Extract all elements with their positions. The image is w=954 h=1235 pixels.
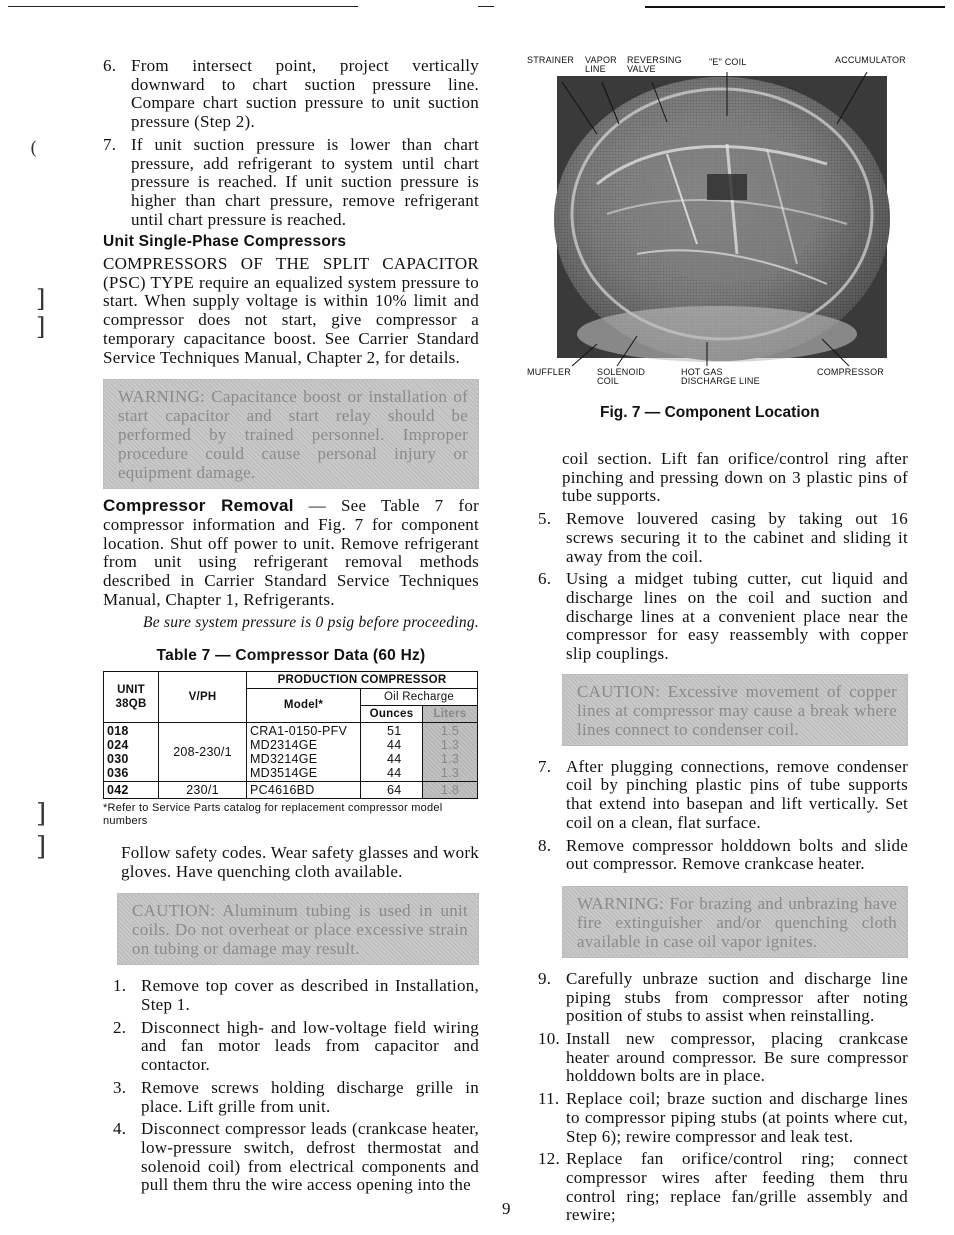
column-header-vph: V/PH bbox=[159, 671, 247, 722]
removal-heading: Compressor Removal bbox=[103, 496, 294, 516]
step-number: 9. bbox=[538, 968, 552, 988]
warning-box: WARNING: Capacitance boost or installation of start capacitor and start relay should be performed by trained personnel. Improper procedure could cause personal injury or equipment damage. bbox=[103, 379, 479, 489]
step-text: Remove louvered casing by taking out 16 screws securing it to the cabinet and sliding it away from the coil. bbox=[566, 509, 908, 566]
liters-value: 1.3 bbox=[440, 751, 460, 766]
list-item bbox=[538, 970, 908, 1026]
removal-paragraph bbox=[103, 497, 479, 609]
list-item bbox=[113, 977, 479, 1014]
figure-label-solenoid-coil: SOLENOID COIL bbox=[597, 367, 646, 386]
step-number: 6. bbox=[538, 569, 552, 589]
unit-value: 036 bbox=[107, 765, 129, 780]
ounces-value: 44 bbox=[387, 737, 402, 752]
step-number: 7. bbox=[103, 134, 117, 154]
step-number: 2. bbox=[113, 1017, 127, 1037]
figure-label-compressor: COMPRESSOR bbox=[817, 367, 885, 377]
caution-box: CAUTION: Excessive movement of copper lines at compressor may cause a break where lines connect to condenser coil. bbox=[562, 674, 908, 746]
left-column bbox=[103, 57, 479, 1199]
caution-box: CAUTION: Aluminum tubing is used in unit coils. Do not overheat or place excessive strain on tubing or damage may result. bbox=[117, 893, 479, 965]
liters-cell bbox=[423, 722, 478, 781]
liters-value: 1.8 bbox=[423, 781, 478, 798]
header-rule-mid bbox=[478, 6, 494, 7]
steps-top bbox=[103, 57, 479, 229]
column-header-model: Model* bbox=[247, 688, 361, 722]
removal-text: — See Table 7 for compressor information and Fig. 7 for component location. Shut off power to unit. Remove refrigerant from unit using refrigerant removal methods described in Carrier Standard Service Techniques Manual, Chapter 1, Refrigerants. bbox=[103, 496, 479, 609]
ounces-cell bbox=[361, 722, 423, 781]
list-item bbox=[538, 837, 908, 874]
list-item bbox=[538, 1030, 908, 1086]
list-item bbox=[538, 1090, 908, 1146]
header-rule-right bbox=[645, 6, 945, 8]
step-number: 4. bbox=[113, 1119, 127, 1139]
table-row bbox=[104, 722, 478, 781]
ounces-value: 44 bbox=[387, 765, 402, 780]
step-text: Replace coil; braze suction and discharge lines to compressor piping stubs (at points where cut, Step 6); rewire compressor and leak test. bbox=[566, 1089, 908, 1146]
step-text: Using a midget tubing cutter, cut liquid and discharge lines on the coil and suction and discharge lines at a convenient place near the compressor for easy reassembly with copper slip couplings. bbox=[566, 569, 908, 664]
step-number: 10. bbox=[538, 1029, 560, 1049]
page-number: 9 bbox=[502, 1199, 511, 1218]
step-number: 12. bbox=[538, 1149, 560, 1169]
figure-caption: Fig. 7 — Component Location bbox=[600, 404, 820, 421]
step-text: Remove compressor holddown bolts and slide out compressor. Remove crankcase heater. bbox=[566, 835, 908, 874]
vph-cell: 230/1 bbox=[159, 781, 247, 798]
step-number: 8. bbox=[538, 835, 552, 855]
step-number: 11. bbox=[538, 1089, 560, 1109]
unit-value: 042 bbox=[104, 781, 159, 798]
figure-label-reversing-valve: REVERSING VALVE bbox=[627, 55, 682, 74]
step-text: Carefully unbraze suction and discharge line piping stubs from compressor after noting position of stubs to assist when reinstalling. bbox=[566, 968, 908, 1026]
step-text: Install new compressor, placing crankcase heater around compressor. Be sure compressor holddown bolts are in place. bbox=[566, 1029, 908, 1086]
column-header-unit: UNIT 38QB bbox=[104, 671, 159, 722]
step-text: After plugging connections, remove condenser coil by pinching plastic pins of tube supports that extend into basepan and lift vertically. Set coil on a clean, flat surface. bbox=[566, 756, 908, 832]
step-number: 3. bbox=[113, 1077, 127, 1097]
model-value: MD3214GE bbox=[250, 751, 318, 766]
margin-scan-mark: ] bbox=[36, 832, 47, 862]
margin-scan-mark: ] bbox=[36, 799, 47, 829]
component-location-figure bbox=[527, 54, 907, 392]
figure-label-strainer: STRAINER bbox=[527, 55, 575, 65]
table-header-row bbox=[104, 671, 478, 688]
compressor-photo bbox=[527, 54, 907, 392]
figure-label-muffler: MUFFLER bbox=[527, 367, 571, 377]
warning-box: WARNING: For brazing and unbrazing have fire extinguisher and/or quenching cloth available in case oil vapor ignites. bbox=[562, 886, 908, 958]
column-header-liters: Liters bbox=[423, 705, 478, 722]
step-number: 7. bbox=[538, 756, 552, 776]
ounces-value: 64 bbox=[361, 781, 423, 798]
list-item bbox=[113, 1079, 479, 1116]
model-cell bbox=[247, 722, 361, 781]
model-value: MD3514GE bbox=[250, 765, 318, 780]
liters-value: 1.3 bbox=[440, 737, 460, 752]
step-text: Disconnect compressor leads (crankcase heater, low-pressure switch, defrost thermostat and solenoid coil) from electrical components and pull them thru the wire access opening into the bbox=[141, 1119, 479, 1195]
vph-cell: 208-230/1 bbox=[159, 722, 247, 781]
figure-label-e-coil: "E" COIL bbox=[709, 57, 747, 67]
list-item bbox=[113, 1019, 479, 1075]
list-item bbox=[538, 570, 908, 664]
header-rule-left bbox=[8, 6, 358, 7]
figure-label-vapor-line: VAPOR LINE bbox=[585, 55, 617, 74]
step-number: 5. bbox=[538, 509, 552, 529]
continuation-paragraph: coil section. Lift fan orifice/control ring after pinching and pressing down on 3 plastic pins of tube supports. bbox=[562, 449, 908, 506]
column-header-ounces: Ounces bbox=[361, 705, 423, 722]
table-footnote: *Refer to Service Parts catalog for replacement compressor model numbers bbox=[103, 801, 443, 827]
step-text: Remove screws holding discharge grille in place. Lift grille from unit. bbox=[141, 1077, 479, 1116]
compressor-data-table bbox=[103, 671, 478, 799]
right-column bbox=[538, 450, 908, 1229]
section-heading: Unit Single-Phase Compressors bbox=[103, 233, 347, 251]
margin-scan-mark: ] bbox=[36, 313, 46, 341]
unit-value: 024 bbox=[107, 737, 129, 752]
table-title: Table 7 — Compressor Data (60 Hz) bbox=[156, 647, 426, 665]
steps-bottom bbox=[103, 977, 479, 1195]
unit-value: 030 bbox=[107, 751, 129, 766]
psc-paragraph: COMPRESSORS OF THE SPLIT CAPACITOR (PSC) TYPE require an equalized system pressure to start. When supply voltage is within 10% limit and compressor does not start, give compressor a temporary capacitance boost. See Carrier Standard Service Techniques Manual, Chapter 2, for details. bbox=[103, 254, 479, 367]
list-item bbox=[113, 1120, 479, 1195]
list-item bbox=[538, 510, 908, 566]
step-number: 1. bbox=[113, 976, 127, 996]
step-text: From intersect point, project vertically downward to chart suction pressure line. Compare chart suction pressure to unit suction pressure (Step 2). bbox=[131, 56, 479, 132]
column-header-oil: Oil Recharge bbox=[361, 688, 478, 705]
ounces-value: 44 bbox=[387, 751, 402, 766]
unit-value: 018 bbox=[107, 723, 129, 738]
pressure-note: Be sure system pressure is 0 psig before proceeding. bbox=[142, 614, 479, 632]
margin-scan-mark: ( bbox=[30, 138, 38, 159]
model-value: PC4616BD bbox=[247, 781, 361, 798]
list-item bbox=[538, 758, 908, 833]
safety-paragraph: Follow safety codes. Wear safety glasses and work gloves. Have quenching cloth available. bbox=[121, 842, 479, 881]
table-row bbox=[104, 781, 478, 798]
figure-label-hot-gas-line: HOT GAS DISCHARGE LINE bbox=[681, 367, 760, 386]
step-text: Remove top cover as described in Installation, Step 1. bbox=[141, 976, 479, 1014]
step-text: Disconnect high- and low-voltage field wiring and fan motor leads from capacitor and contactor. bbox=[141, 1017, 479, 1075]
figure-label-accumulator: ACCUMULATOR bbox=[835, 55, 906, 65]
liters-value: 1.5 bbox=[440, 723, 460, 738]
step-text: If unit suction pressure is lower than chart pressure, add refrigerant to system until chart pressure is reached. If unit suction pressure is higher than chart pressure, remove refrigerant until chart pressure is reached. bbox=[131, 134, 479, 229]
list-item bbox=[103, 57, 479, 132]
list-item bbox=[103, 136, 479, 230]
column-header-production: PRODUCTION COMPRESSOR bbox=[247, 671, 478, 688]
model-value: CRA1-0150-PFV bbox=[250, 723, 348, 738]
unit-cell bbox=[104, 722, 159, 781]
step-number: 6. bbox=[103, 56, 117, 75]
liters-value: 1.3 bbox=[440, 765, 460, 780]
step-text: Replace fan orifice/control ring; connect compressor wires after feeding them thru control ring; replace fan/grille assembly and rewire; bbox=[566, 1149, 908, 1225]
model-value: MD2314GE bbox=[250, 737, 318, 752]
list-item bbox=[538, 1150, 908, 1225]
ounces-value: 51 bbox=[387, 723, 402, 738]
margin-scan-mark: ] bbox=[36, 285, 46, 313]
